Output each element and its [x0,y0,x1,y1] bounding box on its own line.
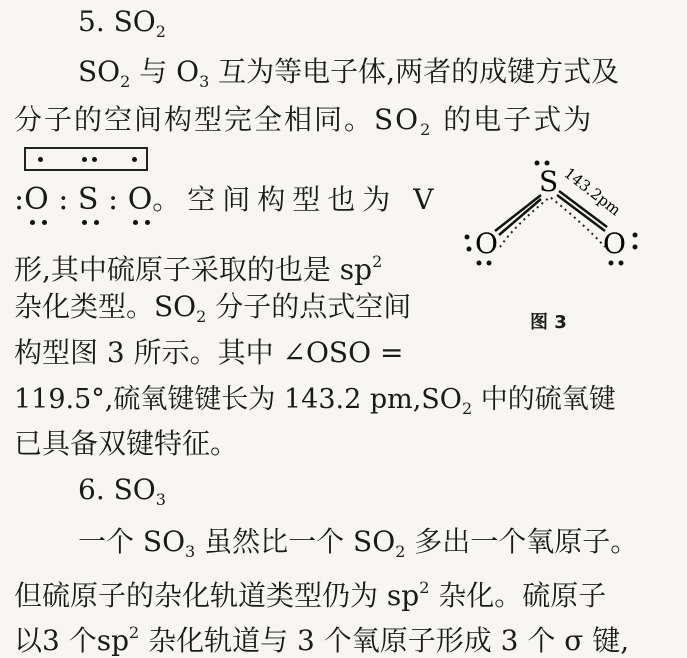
section-6-heading [78,470,166,520]
lone-pair-dot [535,161,540,166]
lewis-box [24,147,148,171]
section-5-heading [78,2,166,52]
lone-pair-dot [92,157,97,162]
paragraph-line [78,522,638,572]
text-run: 杂化轨道与 3 个氧原子形成 3 个 σ 键, [139,624,630,657]
text-run: 形,其中硫原子采取的也是 sp [14,253,373,286]
text-run: 以3 个sp [14,624,130,657]
so2-structure-figure [455,155,655,275]
fig-bond-length-label: 143.2pm [560,163,625,220]
subscript: 2 [120,72,131,91]
text-run: 一个 SO [78,525,186,558]
lewis-formula [14,180,440,220]
lone-pair-dot [82,220,87,225]
lone-pair-dot [633,233,638,238]
lone-pair-dot [609,261,614,266]
lone-pair-dot [145,220,150,225]
lone-pair-dot [38,157,43,162]
fig-sulfur-label: S [539,165,559,198]
bond-left-2 [499,199,541,235]
subscript: 2 [461,399,473,418]
subscript: 2 [420,120,433,139]
text-run: 分子的空间构型完全相同。SO [14,103,421,136]
text-run: 119.5°,硫氧键键长为 143.2 pm,SO [14,384,462,415]
lone-pair-dot [133,220,138,225]
section-6-number: 6. [78,473,105,506]
section-5-formula-sub: 2 [155,22,166,41]
paragraph-line [78,52,619,102]
superscript: 2 [419,578,430,597]
subscript: 3 [185,542,196,561]
text-run: 已具备双键特征。 [14,427,239,460]
lone-pair-dot [42,220,47,225]
lewis-separator: : [14,182,25,217]
paragraph-line [14,613,629,658]
section-5-number: 5. [78,5,105,38]
lewis-oxygen-right: O [127,182,153,217]
paragraph-line [14,380,616,429]
text-run: 多出一个氧原子。 [405,525,639,558]
text-run: 虽然比一个 SO [195,525,396,558]
paragraph-line [14,333,403,373]
lone-pair-dot [477,261,482,266]
figure-caption: 图 3 [530,312,567,333]
text-run: 构型图 3 所示。其中 ∠OSO = [14,336,404,369]
lewis-separator: : [108,182,119,217]
bond-left [495,195,541,231]
superscript: 2 [129,623,140,642]
subscript: 2 [196,307,207,326]
paragraph-line [14,287,411,337]
paragraph-line [14,568,606,616]
lone-pair-dot [633,245,638,250]
text-run: 分子的点式空间 [206,290,412,323]
lone-pair-dot [30,220,35,225]
section-6-formula-sub: 3 [155,490,166,509]
text-run: 杂化类型。SO [14,290,197,323]
lone-pair-dot [545,161,550,166]
text-run: 但硫原子的杂化轨道类型仍为 sp [14,579,420,612]
lewis-oxygen-left: O [24,182,49,217]
section-5-formula: SO [113,5,156,38]
lone-pair-dot [467,247,472,252]
text-run: SO [78,55,121,88]
lewis-separator: : [58,182,69,217]
paragraph-line [14,424,238,464]
lone-pair-dot [132,157,137,162]
subscript: 3 [199,72,210,91]
fig-oxygen-left-label: O [475,227,498,260]
lone-pair-dot [82,157,87,162]
fig-oxygen-right-label: O [603,227,626,260]
section-6-formula: SO [113,473,156,506]
text-run: 杂化。硫原子 [429,579,607,612]
text-run: 互为等电子体,两者的成键方式及 [209,55,620,88]
paragraph-line [14,242,382,290]
lone-pair-dot [487,261,492,266]
subscript: 2 [395,542,406,561]
text-run: 。空间构型也为 V [152,183,441,216]
paragraph-line [14,100,593,150]
text-run: 中的硫氧键 [472,384,616,415]
lone-pair-dot [619,261,624,266]
lewis-sulfur: S [77,182,99,217]
lone-pair-dot [465,235,470,240]
superscript: 2 [372,252,383,271]
text-run: 与 O [130,55,200,88]
text-run: 的电子式为 [432,103,594,136]
lone-pair-dot [94,220,99,225]
